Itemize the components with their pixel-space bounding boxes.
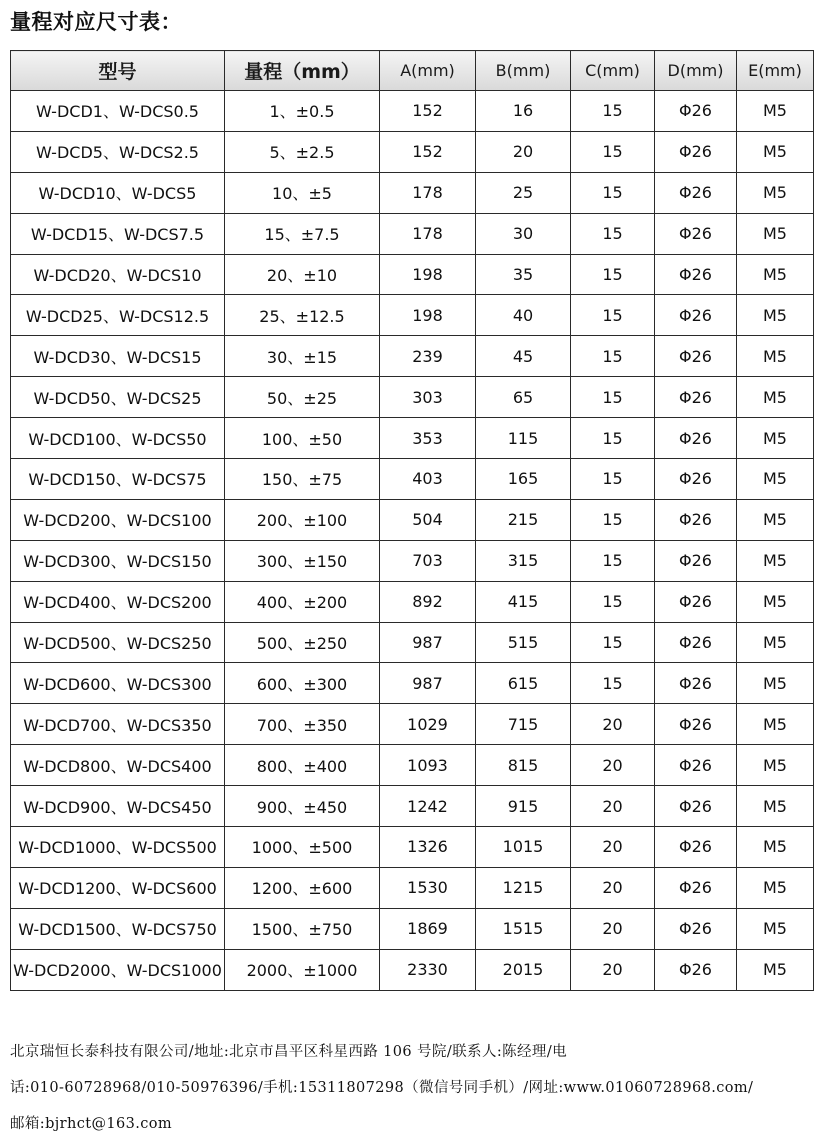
table-row (11, 786, 814, 827)
cell-e: M5 (737, 827, 814, 868)
cell-b: 45 (476, 336, 571, 377)
table-row (11, 295, 814, 336)
cell-b: 915 (476, 786, 571, 827)
cell-b: 20 (476, 131, 571, 172)
cell-e: M5 (737, 704, 814, 745)
header-d: D(mm) (655, 51, 737, 91)
cell-range: 25、±12.5 (225, 295, 380, 336)
cell-a: 239 (380, 336, 476, 377)
cell-e: M5 (737, 377, 814, 418)
footer-line-company-address: 北京瑞恒长泰科技有限公司/地址:北京市昌平区科星西路 106 号院/联系人:陈经理/电 (10, 1044, 568, 1060)
table-row (11, 377, 814, 418)
cell-d: Φ26 (655, 786, 737, 827)
table-row (11, 827, 814, 868)
cell-model: W-DCD800、W-DCS400 (11, 745, 225, 786)
header-b: B(mm) (476, 51, 571, 91)
cell-model: W-DCD2000、W-DCS1000 (11, 949, 225, 990)
cell-model: W-DCD1500、W-DCS750 (11, 908, 225, 949)
cell-e: M5 (737, 172, 814, 213)
table-row (11, 908, 814, 949)
cell-model: W-DCD1000、W-DCS500 (11, 827, 225, 868)
cell-range: 150、±75 (225, 459, 380, 500)
table-header (11, 51, 814, 91)
cell-d: Φ26 (655, 827, 737, 868)
cell-b: 115 (476, 418, 571, 459)
cell-e: M5 (737, 254, 814, 295)
cell-d: Φ26 (655, 663, 737, 704)
cell-model: W-DCD400、W-DCS200 (11, 581, 225, 622)
cell-b: 215 (476, 499, 571, 540)
cell-d: Φ26 (655, 745, 737, 786)
cell-d: Φ26 (655, 459, 737, 500)
cell-c: 15 (571, 540, 655, 581)
cell-model: W-DCD5、W-DCS2.5 (11, 131, 225, 172)
cell-b: 1015 (476, 827, 571, 868)
cell-model: W-DCD50、W-DCS25 (11, 377, 225, 418)
cell-e: M5 (737, 786, 814, 827)
cell-e: M5 (737, 131, 814, 172)
cell-a: 403 (380, 459, 476, 500)
cell-range: 100、±50 (225, 418, 380, 459)
cell-c: 20 (571, 745, 655, 786)
header-range: 量程（mm） (225, 51, 380, 91)
table-row (11, 540, 814, 581)
cell-c: 15 (571, 499, 655, 540)
cell-c: 15 (571, 622, 655, 663)
cell-b: 1515 (476, 908, 571, 949)
cell-model: W-DCD30、W-DCS15 (11, 336, 225, 377)
cell-a: 504 (380, 499, 476, 540)
cell-range: 1200、±600 (225, 867, 380, 908)
cell-c: 15 (571, 213, 655, 254)
cell-c: 15 (571, 377, 655, 418)
cell-b: 515 (476, 622, 571, 663)
cell-d: Φ26 (655, 131, 737, 172)
cell-b: 30 (476, 213, 571, 254)
cell-c: 15 (571, 131, 655, 172)
cell-range: 600、±300 (225, 663, 380, 704)
cell-b: 315 (476, 540, 571, 581)
cell-d: Φ26 (655, 91, 737, 132)
cell-b: 25 (476, 172, 571, 213)
cell-c: 20 (571, 867, 655, 908)
cell-b: 815 (476, 745, 571, 786)
table-row (11, 745, 814, 786)
cell-c: 15 (571, 254, 655, 295)
cell-model: W-DCD15、W-DCS7.5 (11, 213, 225, 254)
cell-c: 15 (571, 418, 655, 459)
cell-c: 20 (571, 704, 655, 745)
table-row (11, 213, 814, 254)
cell-e: M5 (737, 295, 814, 336)
cell-a: 1029 (380, 704, 476, 745)
table-row (11, 418, 814, 459)
table-body (11, 91, 814, 991)
cell-e: M5 (737, 908, 814, 949)
cell-model: W-DCD600、W-DCS300 (11, 663, 225, 704)
cell-model: W-DCD1200、W-DCS600 (11, 867, 225, 908)
cell-c: 15 (571, 172, 655, 213)
cell-e: M5 (737, 540, 814, 581)
cell-e: M5 (737, 91, 814, 132)
cell-range: 900、±450 (225, 786, 380, 827)
cell-d: Φ26 (655, 336, 737, 377)
cell-e: M5 (737, 867, 814, 908)
cell-a: 353 (380, 418, 476, 459)
table-row (11, 172, 814, 213)
cell-d: Φ26 (655, 704, 737, 745)
table-row (11, 622, 814, 663)
cell-c: 20 (571, 786, 655, 827)
cell-range: 300、±150 (225, 540, 380, 581)
cell-c: 15 (571, 663, 655, 704)
cell-e: M5 (737, 336, 814, 377)
cell-model: W-DCD700、W-DCS350 (11, 704, 225, 745)
cell-model: W-DCD25、W-DCS12.5 (11, 295, 225, 336)
cell-model: W-DCD200、W-DCS100 (11, 499, 225, 540)
cell-model: W-DCD10、W-DCS5 (11, 172, 225, 213)
cell-range: 1000、±500 (225, 827, 380, 868)
table-row (11, 499, 814, 540)
cell-e: M5 (737, 949, 814, 990)
table-row (11, 131, 814, 172)
cell-e: M5 (737, 745, 814, 786)
cell-range: 700、±350 (225, 704, 380, 745)
cell-a: 1869 (380, 908, 476, 949)
cell-e: M5 (737, 213, 814, 254)
cell-a: 703 (380, 540, 476, 581)
cell-a: 892 (380, 581, 476, 622)
cell-d: Φ26 (655, 867, 737, 908)
cell-a: 152 (380, 131, 476, 172)
cell-b: 16 (476, 91, 571, 132)
cell-a: 152 (380, 91, 476, 132)
cell-range: 50、±25 (225, 377, 380, 418)
cell-c: 20 (571, 827, 655, 868)
footer-line-phone-website: 话:010-60728968/010-50976396/手机:15311807298（微信号同手机）/网址:www.01060728968.com/ (10, 1080, 754, 1096)
cell-a: 1093 (380, 745, 476, 786)
cell-range: 1、±0.5 (225, 91, 380, 132)
cell-d: Φ26 (655, 254, 737, 295)
cell-range: 500、±250 (225, 622, 380, 663)
cell-a: 2330 (380, 949, 476, 990)
header-c: C(mm) (571, 51, 655, 91)
cell-d: Φ26 (655, 622, 737, 663)
cell-c: 20 (571, 949, 655, 990)
cell-d: Φ26 (655, 949, 737, 990)
cell-model: W-DCD100、W-DCS50 (11, 418, 225, 459)
cell-range: 400、±200 (225, 581, 380, 622)
cell-b: 715 (476, 704, 571, 745)
cell-range: 5、±2.5 (225, 131, 380, 172)
cell-model: W-DCD500、W-DCS250 (11, 622, 225, 663)
cell-a: 178 (380, 213, 476, 254)
cell-d: Φ26 (655, 908, 737, 949)
cell-d: Φ26 (655, 540, 737, 581)
cell-e: M5 (737, 581, 814, 622)
cell-a: 1530 (380, 867, 476, 908)
cell-d: Φ26 (655, 581, 737, 622)
cell-a: 198 (380, 295, 476, 336)
cell-b: 1215 (476, 867, 571, 908)
cell-a: 1326 (380, 827, 476, 868)
header-a: A(mm) (380, 51, 476, 91)
cell-model: W-DCD1、W-DCS0.5 (11, 91, 225, 132)
cell-d: Φ26 (655, 418, 737, 459)
cell-b: 165 (476, 459, 571, 500)
cell-d: Φ26 (655, 213, 737, 254)
cell-e: M5 (737, 499, 814, 540)
cell-c: 20 (571, 908, 655, 949)
table-row (11, 91, 814, 132)
cell-range: 800、±400 (225, 745, 380, 786)
cell-a: 1242 (380, 786, 476, 827)
cell-range: 30、±15 (225, 336, 380, 377)
cell-e: M5 (737, 663, 814, 704)
table-row (11, 867, 814, 908)
header-row (11, 51, 814, 91)
header-model: 型号 (11, 51, 225, 91)
cell-range: 15、±7.5 (225, 213, 380, 254)
cell-b: 2015 (476, 949, 571, 990)
footer-line-email: 邮箱:bjrhct@163.com (10, 1116, 173, 1132)
cell-b: 40 (476, 295, 571, 336)
cell-model: W-DCD150、W-DCS75 (11, 459, 225, 500)
cell-b: 615 (476, 663, 571, 704)
cell-e: M5 (737, 622, 814, 663)
cell-range: 20、±10 (225, 254, 380, 295)
cell-a: 987 (380, 663, 476, 704)
cell-a: 303 (380, 377, 476, 418)
cell-c: 15 (571, 336, 655, 377)
table-row (11, 949, 814, 990)
table-row (11, 663, 814, 704)
table-row (11, 254, 814, 295)
cell-e: M5 (737, 418, 814, 459)
cell-b: 65 (476, 377, 571, 418)
cell-c: 15 (571, 581, 655, 622)
cell-d: Φ26 (655, 295, 737, 336)
cell-b: 415 (476, 581, 571, 622)
cell-c: 15 (571, 295, 655, 336)
cell-model: W-DCD20、W-DCS10 (11, 254, 225, 295)
cell-e: M5 (737, 459, 814, 500)
table-row (11, 704, 814, 745)
cell-a: 987 (380, 622, 476, 663)
table-row (11, 581, 814, 622)
table-row (11, 459, 814, 500)
table-row (11, 336, 814, 377)
cell-range: 10、±5 (225, 172, 380, 213)
cell-a: 178 (380, 172, 476, 213)
cell-range: 2000、±1000 (225, 949, 380, 990)
cell-c: 15 (571, 459, 655, 500)
cell-d: Φ26 (655, 377, 737, 418)
cell-range: 1500、±750 (225, 908, 380, 949)
cell-range: 200、±100 (225, 499, 380, 540)
cell-a: 198 (380, 254, 476, 295)
cell-c: 15 (571, 91, 655, 132)
header-e: E(mm) (737, 51, 814, 91)
page-title: 量程对应尺寸表： (10, 9, 182, 34)
cell-b: 35 (476, 254, 571, 295)
cell-model: W-DCD300、W-DCS150 (11, 540, 225, 581)
cell-d: Φ26 (655, 172, 737, 213)
cell-model: W-DCD900、W-DCS450 (11, 786, 225, 827)
cell-d: Φ26 (655, 499, 737, 540)
range-dimension-table (10, 50, 814, 991)
contact-footer (10, 1034, 815, 1142)
